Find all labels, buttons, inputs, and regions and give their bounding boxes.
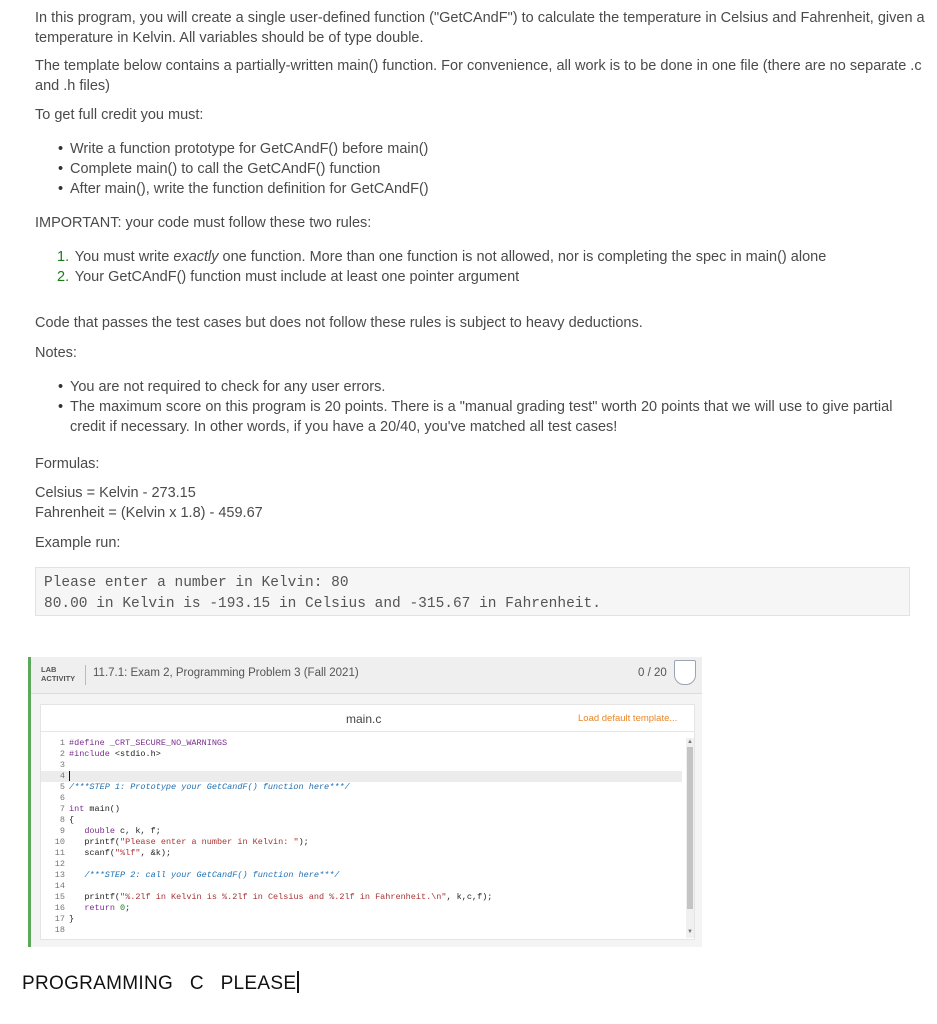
- example-line-2: 80.00 in Kelvin is -193.15 in Celsius and -315.67 in Fahrenheit.: [44, 596, 601, 612]
- code-line-active: 4: [41, 771, 682, 782]
- intro-line-2: temperature in Kelvin. All variables should be of type double.: [35, 30, 424, 46]
- code-line: 9 double c, k, f;: [59, 826, 161, 836]
- rules-warning: Code that passes the test cases but does not follow these rules is subject to heavy deductions.: [35, 315, 643, 331]
- text-caret: [297, 971, 299, 993]
- list-item: • You are not required to check for any user errors.: [58, 377, 892, 397]
- template-line-1: The template below contains a partially-written main() function. For convenience, all work is to be done in one file (there are no separate .c: [35, 58, 922, 74]
- user-prompt-text[interactable]: PROGRAMMING C PLEASE: [22, 971, 299, 995]
- scroll-down-arrow-icon[interactable]: ▼: [687, 929, 693, 935]
- text-cursor: [69, 771, 70, 781]
- header-divider: [85, 665, 86, 685]
- code-line: 3: [59, 760, 65, 770]
- load-default-template-link[interactable]: Load default template...: [578, 713, 678, 724]
- scroll-up-arrow-icon[interactable]: ▲: [687, 739, 693, 745]
- code-line: 16 return 0;: [54, 903, 131, 913]
- intro-line-1: In this program, you will create a single user-defined function ("GetCAndF") to calculate the temperature in Celsius and Fahrenheit, given a: [35, 10, 925, 26]
- list-item: • After main(), write the function definition for GetCAndF(): [58, 179, 429, 199]
- score-badge-icon: [674, 660, 696, 685]
- lab-activity-tag: LAB ACTIVITY: [41, 665, 76, 683]
- list-item: • The maximum score on this program is 20 points. There is a "manual grading test" worth 20 points that we will use to give partial credit if necessary. In other words, if you have a 20/40, you've matched all test cases!: [58, 397, 892, 437]
- list-item: • Write a function prototype for GetCAndF() before main(): [58, 139, 429, 159]
- credit-list: [58, 139, 429, 199]
- scroll-thumb[interactable]: [687, 747, 693, 909]
- file-bar: [41, 705, 694, 732]
- code-line: 15 printf("%.2lf in Kelvin is %.2lf in Celsius and %.2lf in Fahrenheit.\n", k,c,f);: [54, 892, 493, 902]
- code-line: 11 scanf("%lf", &k);: [54, 848, 172, 858]
- template-line-2: and .h files): [35, 78, 110, 94]
- code-line: 10 printf("Please enter a number in Kelvin: ");: [54, 837, 309, 847]
- intro-paragraph: [35, 8, 925, 48]
- rules-list: [57, 247, 826, 287]
- formulas-heading: Formulas:: [35, 456, 100, 472]
- rule-emphasis: exactly: [173, 249, 219, 265]
- list-item: • Complete main() to call the GetCAndF() function: [58, 159, 429, 179]
- code-line: 12: [54, 859, 65, 869]
- formula-fahrenheit: Fahrenheit = (Kelvin x 1.8) - 459.67: [35, 505, 263, 521]
- code-line: 5 /***STEP 1: Prototype your GetCandF() function here***/: [59, 782, 350, 792]
- template-paragraph: [35, 56, 922, 96]
- editor-scrollbar[interactable]: [686, 738, 694, 938]
- example-line-1: Please enter a number in Kelvin: 80: [44, 575, 349, 591]
- formula-celsius: Celsius = Kelvin - 273.15: [35, 485, 196, 501]
- example-run-box: [35, 567, 910, 616]
- lab-score: 0 / 20: [638, 667, 667, 679]
- lab-header: [31, 657, 702, 694]
- code-line: 13 /***STEP 2: call your GetCandF() function here***/: [54, 870, 340, 880]
- notes-heading: Notes:: [35, 345, 77, 361]
- lab-activity: [28, 657, 702, 947]
- lab-title: 11.7.1: Exam 2, Programming Problem 3 (Fall 2021): [93, 667, 359, 679]
- code-area[interactable]: [41, 738, 682, 936]
- code-line: 7 int main(): [59, 804, 121, 814]
- code-line: 8 {: [59, 815, 75, 825]
- notes-list: [58, 377, 892, 437]
- code-line: 18: [54, 925, 65, 935]
- code-line: 6: [59, 793, 65, 803]
- file-name: main.c: [346, 712, 382, 726]
- code-line: 1 #define _CRT_SECURE_NO_WARNINGS: [59, 738, 228, 748]
- code-line: 17 }: [54, 914, 75, 924]
- code-line: 2 #include <stdio.h>: [59, 749, 161, 759]
- rule-item-2: 2. Your GetCAndF() function must include at least one pointer argument: [57, 269, 520, 285]
- code-line: 14: [54, 881, 65, 891]
- rule-item-1: 1. You must write exactly one function. More than one function is not allowed, nor is completing the spec in main() alone: [57, 249, 827, 265]
- example-heading: Example run:: [35, 535, 121, 551]
- credit-heading: To get full credit you must:: [35, 107, 204, 123]
- code-editor[interactable]: [40, 704, 695, 940]
- rules-heading: IMPORTANT: your code must follow these two rules:: [35, 215, 372, 231]
